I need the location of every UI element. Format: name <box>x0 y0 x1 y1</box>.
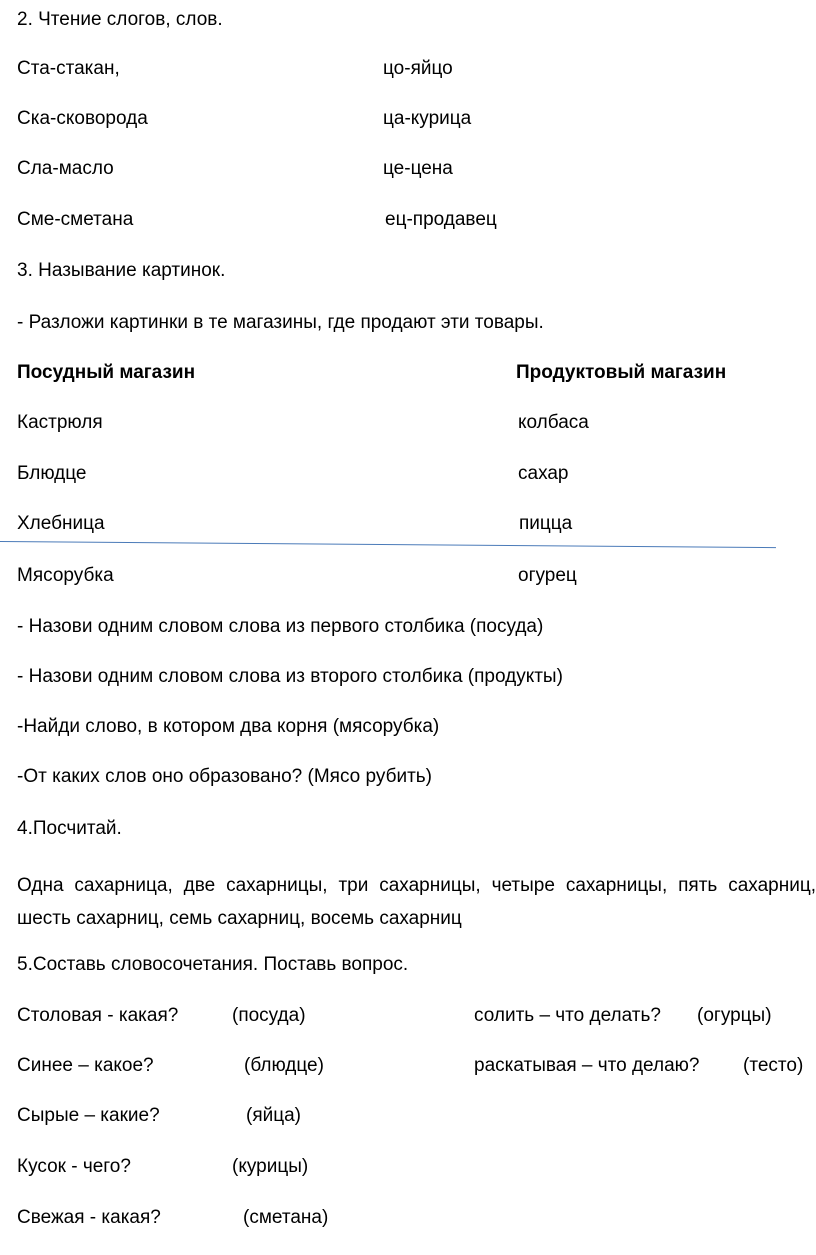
phrase-question: Синее – какое? <box>17 1055 154 1076</box>
section-5-heading: 5.Составь словосочетания. Поставь вопрос. <box>17 954 409 975</box>
syllable-left: Сме-сметана <box>17 209 134 230</box>
phrase-question: Свежая - какая? <box>17 1207 161 1228</box>
syllable-left: Ста-стакан, <box>17 58 120 79</box>
phrase-question: раскатывая – что делаю? <box>474 1055 700 1076</box>
question-line: - Назови одним словом слова из первого столбика (посуда) <box>17 616 544 637</box>
syllable-right: цо-яйцо <box>383 58 453 79</box>
question-line: -Найди слово, в котором два корня (мясорубка) <box>17 716 440 737</box>
column-header-grocery-shop: Продуктовый магазин <box>516 362 727 383</box>
section-2-heading: 2. Чтение слогов, слов. <box>17 9 223 30</box>
phrase-answer: (сметана) <box>243 1207 329 1228</box>
dishes-item: Блюдце <box>17 463 87 484</box>
column-header-dishes-shop: Посудный магазин <box>17 362 196 383</box>
section-3-instruction: - Разложи картинки в те магазины, где продают эти товары. <box>17 312 544 333</box>
syllable-right: ца-курица <box>383 108 472 129</box>
counting-paragraph: Одна сахарница, две сахарницы, три сахарницы, четыре сахарницы, пять сахарниц, шесть сахарниц, семь сахарниц, восемь сахарниц <box>17 875 816 929</box>
syllable-right: це-цена <box>383 158 453 179</box>
section-3-heading: 3. Называние картинок. <box>17 260 226 281</box>
phrase-question: солить – что делать? <box>474 1005 661 1026</box>
question-line: -От каких слов оно образовано? (Мясо рубить) <box>17 766 433 787</box>
phrase-question: Кусок - чего? <box>17 1156 131 1177</box>
grocery-item: пицца <box>519 513 573 534</box>
grocery-item: колбаса <box>518 412 589 433</box>
phrase-answer: (огурцы) <box>697 1005 772 1026</box>
phrase-answer: (курицы) <box>232 1156 309 1177</box>
grocery-item: сахар <box>518 463 569 484</box>
phrase-answer: (блюдце) <box>244 1055 324 1076</box>
question-line: - Назови одним словом слова из второго столбика (продукты) <box>17 666 563 687</box>
dishes-item: Кастрюля <box>17 412 103 433</box>
syllable-left: Сла-масло <box>17 158 114 179</box>
syllable-left: Ска-сковорода <box>17 108 148 129</box>
grocery-item: огурец <box>518 565 577 586</box>
phrase-answer: (тесто) <box>743 1055 804 1076</box>
phrase-answer: (посуда) <box>232 1005 306 1026</box>
section-4-heading: 4.Посчитай. <box>17 818 122 839</box>
dishes-item: Мясорубка <box>17 565 114 586</box>
syllable-right: ец-продавец <box>385 209 497 230</box>
dishes-item: Хлебница <box>17 513 105 534</box>
phrase-question: Столовая - какая? <box>17 1005 179 1026</box>
horizontal-divider-line <box>0 541 776 548</box>
phrase-answer: (яйца) <box>246 1105 302 1126</box>
phrase-question: Сырые – какие? <box>17 1105 160 1126</box>
